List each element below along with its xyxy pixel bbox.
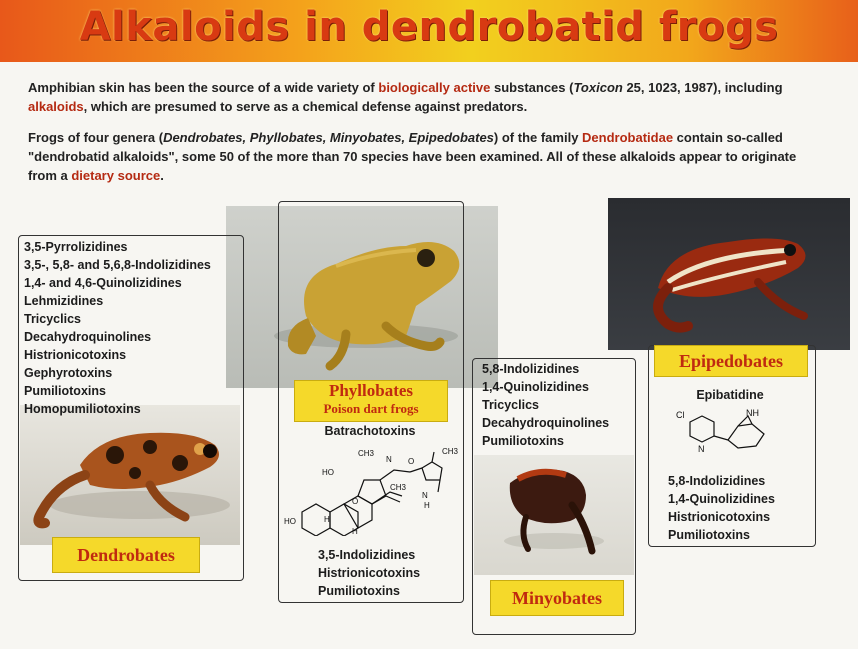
structure-label-h-1: H (324, 515, 330, 524)
structure-label-ch3-3: CH3 (442, 447, 459, 456)
intro-p1-run-4: 25, 1023, 1987), including (622, 80, 783, 95)
alkaloid-list-item: Lehmizidines (24, 294, 104, 308)
intro-p2-run-1: Dendrobates, Phyllobates, Minyobates, Epipedobates (163, 130, 494, 145)
intro-p1-run-3: Toxicon (573, 80, 623, 95)
alkaloid-list-item: Histrionicotoxins (24, 348, 127, 362)
striped-frog-image (608, 198, 850, 350)
minyobates-label: Minyobates (490, 580, 624, 616)
phyllobates-alkaloid-list (318, 546, 420, 600)
structure-label-ho-1: HO (322, 468, 334, 477)
structure-label-nh: NH (746, 408, 759, 418)
structure-label-h-2: H (352, 527, 358, 536)
spotted-frog-image (20, 405, 240, 545)
alkaloid-list-item: 1,4-Quinolizidines (482, 380, 589, 394)
batrachotoxin-structure (282, 442, 462, 536)
alkaloid-list-item: Pumiliotoxins (318, 584, 400, 598)
alkaloid-list-item: 1,4- and 4,6-Quinolizidines (24, 276, 182, 290)
alkaloid-list-item: Pumiliotoxins (482, 434, 564, 448)
alkaloid-list-item: Homopumiliotoxins (24, 402, 141, 416)
alkaloid-list-item: 3,5-Pyrrolizidines (24, 240, 128, 254)
alkaloid-list-item: Decahydroquinolines (24, 330, 152, 344)
structure-label-n: N (698, 444, 705, 454)
intro-p2-run-5: dietary source (71, 168, 161, 183)
alkaloid-list-item: 1,4-Quinolizidines (668, 492, 775, 506)
alkaloid-list-item: Tricyclics (24, 312, 81, 326)
structure-label-ch3-2: CH3 (390, 483, 407, 492)
alkaloid-list-item: Decahydroquinolines (482, 416, 610, 430)
alkaloid-list-item: 3,5-, 5,8- and 5,6,8-Indolizidines (24, 258, 211, 272)
intro-p1-run-2: substances ( (490, 80, 574, 95)
structure-label-o-2: O (408, 457, 415, 466)
structure-label-ho-2: HO (284, 517, 296, 526)
structure-label-cl: Cl (676, 410, 685, 420)
alkaloid-list-item: 5,8-Indolizidines (668, 474, 766, 488)
phyllobates-subtitle: Poison dart frogs (323, 401, 419, 416)
alkaloid-list-item: Histrionicotoxins (668, 510, 771, 524)
structure-label-ch3-1: CH3 (358, 449, 375, 458)
intro-text (28, 78, 828, 197)
alkaloid-list-item: Pumiliotoxins (668, 528, 750, 542)
intro-paragraph-1 (28, 78, 828, 116)
dendrobates-label: Dendrobates (52, 537, 200, 573)
alkaloid-list-item: Histrionicotoxins (318, 566, 421, 580)
page-title: Alkaloids in dendrobatid frogs (79, 4, 779, 50)
alkaloid-list-item: 5,8-Indolizidines (482, 362, 580, 376)
intro-paragraph-2 (28, 128, 828, 185)
structure-label-o-1: O (352, 497, 359, 506)
phyllobates-name: Phyllobates (328, 381, 414, 400)
intro-p1-run-0: Amphibian skin has been the source of a wide variety of (28, 80, 379, 95)
intro-p2-run-4: contain so-called "dendrobatid alkaloids", some 50 of the more than 70 species have been examined. All of these alkaloids appear to originate from a (28, 130, 797, 183)
alkaloid-list-item: Pumiliotoxins (24, 384, 106, 398)
intro-p1-run-6: , which are presumed to serve as a chemical defense against predators. (83, 99, 528, 114)
structure-label-h-3: H (424, 501, 430, 510)
epipedobates-main-toxin: Epibatidine (696, 388, 764, 402)
dendrobates-alkaloid-list (24, 238, 211, 418)
intro-p2-run-3: Dendrobatidae (582, 130, 674, 145)
intro-p2-run-6: . (160, 168, 164, 183)
phyllobates-main-toxin: Batrachotoxins (324, 424, 416, 438)
epipedobates-photo (608, 198, 850, 350)
alkaloid-list-item: 3,5-Indolizidines (318, 548, 416, 562)
epipedobates-label: Epipedobates (654, 345, 808, 377)
structure-label-n-2: N (386, 455, 392, 464)
phyllobates-label (294, 380, 448, 422)
epipedobates-alkaloid-list (668, 472, 775, 544)
intro-p1-run-5: alkaloids (28, 99, 84, 114)
structure-label-n-1: N (422, 491, 428, 500)
dendrobates-photo (20, 405, 240, 545)
epibatidine-structure (676, 406, 786, 454)
alkaloid-list-item: Gephyrotoxins (24, 366, 113, 380)
alkaloid-list-item: Tricyclics (482, 398, 539, 412)
intro-p1-run-1: biologically active (378, 80, 491, 95)
intro-p2-run-2: ) of the family (493, 130, 583, 145)
intro-p2-run-0: Frogs of four genera ( (28, 130, 164, 145)
minyobates-alkaloid-list (482, 360, 609, 450)
